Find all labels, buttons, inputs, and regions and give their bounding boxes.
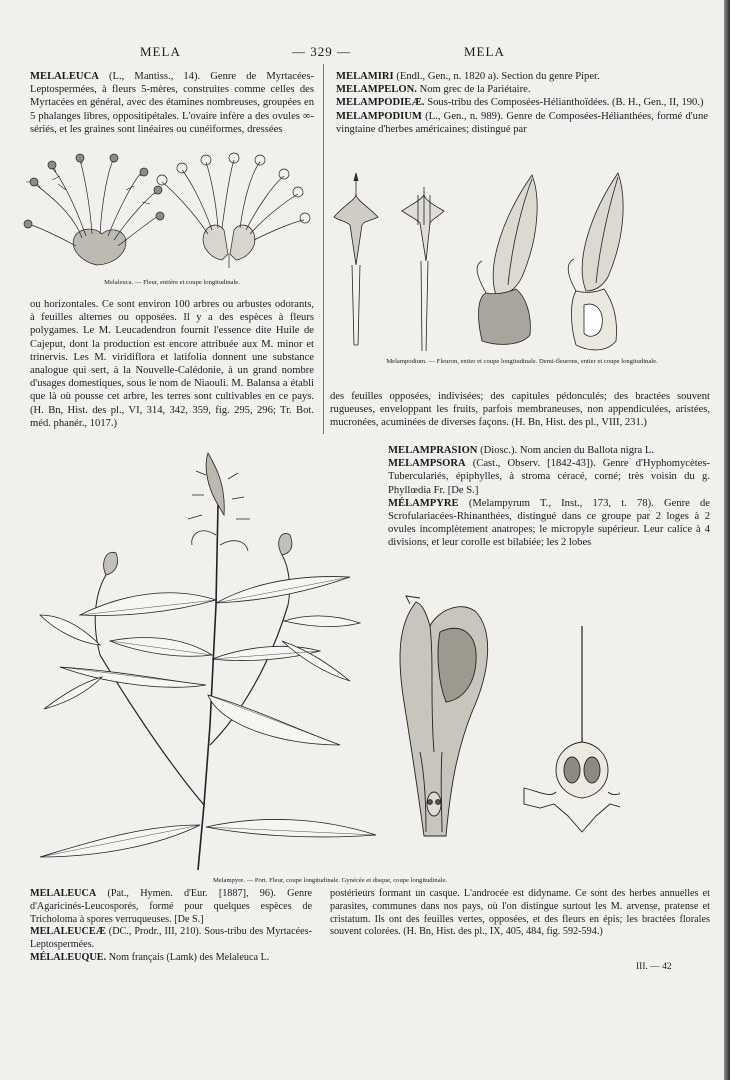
- melaleuca-flower-section: [157, 153, 310, 268]
- figure-caption-melampyre: Melampyre. — Port. Fleur, coupe longitudinale. Gynécée et disque, coupe longitudinale.: [212, 877, 448, 884]
- entry-text: (L., Mantiss., 14). Genre de Myrtacées-Leptospermées, à fleurs 5-mères, construites comme celles des Myrtacées en général, avec des étamines nombreuses, groupées en 5 phalanges libres, oppositipétales. L'ovaire infère a des ovules ∞-sériés, et les graines sont linéaires ou cunéiformes, dressées: [30, 71, 314, 135]
- entry-text: (Melampyrum T., Inst., 173, t. 78). Genre de Scrofulariacées-Rhinanthées, distingué dans ce groupe par 2 loges à 2 ovules incomplètement anatropes; le micropyle supérieur. Leur calice à 4 divisions, et leur corolle est bilabiée; les 2 lobes: [388, 497, 710, 549]
- entry-term: MELALEUCEÆ: [30, 926, 106, 938]
- entry-text: des feuilles opposées, indivisées; des capitules pédonculés; des bractées souvent rugueuses, enveloppant les fruits, parfois membraneuses, non appendiculées, aristées, mucronées, acuminées de diverses façons. (H. Bn, Hist. des pl., VIII, 231.): [330, 391, 710, 429]
- entry-text: (Endl., Gen., n. 1820 a). Section du genre Piper.: [396, 71, 600, 82]
- signature-mark: III. — 42: [636, 962, 672, 972]
- melampodium-floret-whole: [334, 173, 378, 345]
- entry-term: MELALEUCA: [30, 888, 97, 899]
- page-number: — 329 —: [292, 44, 351, 59]
- melampodium-ray-floret-whole: [477, 175, 537, 344]
- melaleuca-illustration: [22, 150, 317, 275]
- entry-text: Nom grec de la Pariétaire.: [419, 84, 531, 96]
- entry-text: Nom français (Lamk) des Melaleuca L.: [108, 951, 270, 963]
- entry-term: MELAMPODIUM: [336, 110, 422, 122]
- entry-melaleuca-continued: [30, 298, 314, 430]
- entry-term: MELAMPRASION: [388, 445, 478, 456]
- running-head-left: MELA: [140, 44, 181, 59]
- figure-caption-melampodium: Melampodium. — Fleuron, entier et coupe longitudinale. Demi-fleurons, entier et coupe longitudinale.: [386, 358, 658, 365]
- melampyre-plant-illustration: [20, 445, 395, 875]
- right-column-entries-narrow: [388, 444, 710, 550]
- entry-text: Sous-tribu des Composées-Hélianthoïdées. (B. H., Gen., II, 190.): [427, 97, 704, 109]
- entry-term: MELAMPSORA: [388, 458, 466, 470]
- entry-term: MÉLAMPYRE: [388, 497, 459, 509]
- entry-text: postérieurs formant un casque. L'androcée est didyname. Ce sont des herbes annuelles et parasites, communes dans nos pays, où l'on distingue surtout les M. arvense, pratense et cristatum. Ils ont des feuilles vertes, opposées, et des fleurs en épis; les bractées florales souvent colorées. (H. Bn, Hist. des pl., IX, 405, 484, fig. 592-594.): [330, 888, 710, 938]
- entry-term: MELAMPELON.: [336, 84, 417, 96]
- melampyre-leaves: [40, 577, 376, 857]
- melampodium-illustration: [326, 165, 716, 355]
- entry-text: (DC., Prodr., III, 210). Sous-tribu des Myrtacées-Leptospermées.: [30, 926, 312, 951]
- bottom-right-text: [330, 888, 710, 939]
- entry-term: MÉLALEUQUE.: [30, 951, 107, 963]
- entry-text: (Diosc.). Nom ancien du Ballota nigra L.: [480, 445, 654, 456]
- entry-text: (Cast., Observ. [1842-43]). Genre d'Hyphomycètes-Tuberculariés, épiphylles, à stroma céracé, corné; très voisin du g. Phyllœdia Fr. [De S.]: [388, 458, 710, 496]
- entry-text: (L., Gen., n. 989). Genre de Composées-Hélianthées, formé d'une vingtaine d'herbes américaines; distingué par: [336, 110, 708, 135]
- figure-caption-melaleuca: Melaleuca. — Fleur, entière et coupe longitudinale.: [104, 279, 240, 286]
- bottom-left-entries: [30, 888, 312, 965]
- scan-edge: [724, 0, 730, 1080]
- melaleuca-flower-whole: [24, 154, 164, 265]
- melampyre-flower-longitudinal-section: [400, 596, 488, 836]
- entry-melaleuca: [30, 70, 314, 136]
- entry-text: (Pat., Hymen. d'Eur. [1887], 96). Genre d'Agaricinés-Leucosporés, formé pour quelques espèces de Tricholoma à spores verruqueuses. [De S.]: [30, 888, 312, 925]
- melampodium-floret-section: [402, 187, 444, 351]
- running-head-right: MELA: [464, 44, 505, 59]
- entry-term: MELAMPODIEÆ.: [336, 97, 425, 109]
- melampyre-flower-section-illustration: [390, 592, 620, 842]
- melampyre-gynoecium-section: [524, 626, 620, 832]
- column-rule: [323, 64, 324, 434]
- entry-term: MELAMIRI: [336, 71, 394, 82]
- melampyre-flower-spike: [188, 453, 250, 551]
- melampodium-ray-floret-section: [568, 173, 623, 350]
- right-column-entries-middle: [330, 390, 710, 430]
- entry-text: ou horizontales. Ce sont environ 100 arbres ou arbustes odorants, à feuilles alternes ou opposées. Il y a des espèces à fleurs polygames. Le M. Leucadendron fournit l'essence dite Huile de Cajeput, dont la production est encore attribuée aux M. minor et trinervis. Les M. viridiflora et latifolia donnent une substance analogue qui sert, à la Nouvelle-Calédonie, à un grand nombre d'usages domestiques, sous le nom de Niaouli. M. Balansa a établi que là où pousse cet arbre, les terres sont cultivables en ce pays. (H. Bn, Hist. des pl., VI, 314, 342, 359, fig. 295, 296; Tr. Bot. méd. phanér., 1017.): [30, 299, 314, 429]
- right-column-entries-top: [336, 70, 708, 136]
- entry-term: MELALEUCA: [30, 71, 99, 82]
